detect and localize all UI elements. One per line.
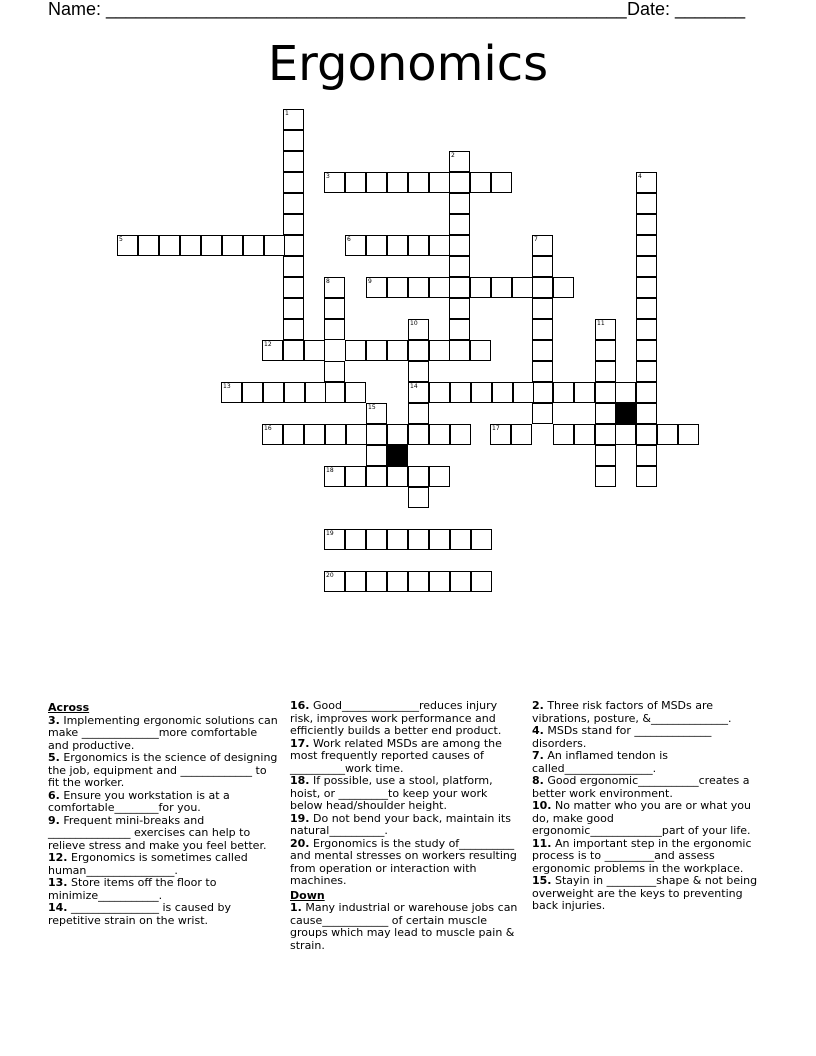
clue-number: 19 bbox=[326, 530, 334, 537]
clue-item bbox=[532, 838, 762, 876]
grid-cell[interactable] bbox=[490, 424, 511, 445]
black-cell bbox=[387, 445, 408, 466]
grid-cell[interactable] bbox=[574, 424, 595, 445]
clue-item bbox=[48, 852, 278, 877]
grid-cell[interactable] bbox=[595, 424, 616, 445]
grid-cell[interactable] bbox=[471, 529, 492, 550]
clue-item bbox=[290, 700, 522, 738]
black-cell bbox=[615, 403, 636, 424]
down-clues-continued bbox=[532, 700, 762, 913]
grid-cell[interactable] bbox=[636, 445, 657, 466]
grid-cell[interactable] bbox=[595, 466, 616, 487]
grid-cell[interactable] bbox=[222, 235, 243, 256]
grid-cell[interactable] bbox=[408, 319, 429, 340]
grid-cell[interactable] bbox=[283, 277, 304, 298]
clue-item-number: 15. bbox=[532, 874, 552, 887]
grid-cell[interactable] bbox=[512, 277, 533, 298]
clue-item bbox=[290, 813, 522, 838]
date-field[interactable]: Date: _______ bbox=[627, 0, 746, 19]
grid-cell[interactable] bbox=[262, 424, 283, 445]
grid-cell[interactable] bbox=[408, 571, 429, 592]
grid-cell[interactable] bbox=[366, 466, 387, 487]
clue-item bbox=[48, 715, 278, 753]
grid-cell[interactable] bbox=[532, 256, 553, 277]
grid-cell[interactable] bbox=[345, 466, 366, 487]
grid-cell[interactable] bbox=[615, 424, 636, 445]
clue-item bbox=[532, 700, 762, 725]
clue-item bbox=[48, 815, 278, 853]
grid-cell[interactable] bbox=[429, 424, 450, 445]
grid-cell[interactable] bbox=[408, 172, 429, 193]
grid-cell[interactable] bbox=[532, 382, 553, 403]
grid-cell[interactable] bbox=[636, 403, 657, 424]
grid-cell[interactable] bbox=[408, 487, 429, 508]
grid-cell[interactable] bbox=[595, 340, 616, 361]
grid-cell[interactable] bbox=[678, 424, 699, 445]
grid-cell[interactable] bbox=[324, 382, 345, 403]
grid-cell[interactable] bbox=[283, 172, 304, 193]
clue-item bbox=[532, 750, 762, 775]
grid-cell[interactable] bbox=[636, 361, 657, 382]
grid-cell[interactable] bbox=[284, 382, 305, 403]
grid-cell[interactable] bbox=[366, 340, 387, 361]
grid-cell[interactable] bbox=[491, 172, 512, 193]
clue-item-text: Store items off the floor to minimize___________. bbox=[48, 876, 217, 902]
grid-cell[interactable] bbox=[449, 298, 470, 319]
grid-cell[interactable] bbox=[449, 340, 470, 361]
clue-item-number: 1. bbox=[290, 901, 302, 914]
clue-item-text: Frequent mini-breaks and _______________ exercises can help to relieve stress and make you feel better. bbox=[48, 813, 267, 852]
clue-number: 4 bbox=[638, 173, 642, 180]
grid-cell[interactable] bbox=[324, 172, 345, 193]
across-clues-list bbox=[48, 715, 278, 928]
clues-column-3 bbox=[532, 700, 762, 913]
grid-cell[interactable] bbox=[408, 340, 429, 361]
grid-cell[interactable] bbox=[262, 340, 283, 361]
grid-cell[interactable] bbox=[429, 529, 450, 550]
grid-cell[interactable] bbox=[366, 445, 387, 466]
clue-item-number: 7. bbox=[532, 749, 544, 762]
clue-item-text: Ergonomics is sometimes called human________________. bbox=[48, 851, 248, 877]
grid-cell[interactable] bbox=[532, 340, 553, 361]
grid-cell[interactable] bbox=[636, 256, 657, 277]
clue-item-text: Many industrial or warehouse jobs can cause____________ of certain muscle groups which may lead to muscle pain & strain. bbox=[290, 901, 518, 952]
grid-cell[interactable] bbox=[180, 235, 201, 256]
grid-cell[interactable] bbox=[345, 340, 366, 361]
grid-cell[interactable] bbox=[429, 466, 450, 487]
clue-item-number: 12. bbox=[48, 851, 68, 864]
grid-cell[interactable] bbox=[324, 466, 345, 487]
grid-cell[interactable] bbox=[387, 571, 408, 592]
clue-item-text: No matter who you are or what you do, make good ergonomic_____________part of your life. bbox=[532, 799, 751, 837]
grid-cell[interactable] bbox=[532, 235, 553, 256]
clue-number: 20 bbox=[326, 572, 334, 579]
grid-cell[interactable] bbox=[221, 382, 242, 403]
grid-cell[interactable] bbox=[636, 298, 657, 319]
clue-number: 17 bbox=[492, 425, 500, 432]
clue-item bbox=[532, 875, 762, 913]
grid-cell[interactable] bbox=[304, 424, 325, 445]
grid-cell[interactable] bbox=[471, 571, 492, 592]
clue-item-text: Good ergonomic___________creates a better work environment. bbox=[532, 774, 750, 800]
clue-item bbox=[290, 902, 522, 952]
grid-cell[interactable] bbox=[513, 382, 534, 403]
grid-cell[interactable] bbox=[408, 361, 429, 382]
clue-item-number: 4. bbox=[532, 724, 544, 737]
clue-item-number: 20. bbox=[290, 836, 310, 850]
grid-cell[interactable] bbox=[511, 424, 532, 445]
grid-cell[interactable] bbox=[345, 571, 366, 592]
grid-cell[interactable] bbox=[324, 361, 345, 382]
grid-cell[interactable] bbox=[450, 382, 471, 403]
grid-cell[interactable] bbox=[553, 424, 574, 445]
grid-cell[interactable] bbox=[408, 277, 429, 298]
clue-item bbox=[290, 738, 522, 776]
name-field[interactable]: Name: ____________________________________________________ bbox=[48, 0, 627, 19]
grid-cell[interactable] bbox=[345, 382, 366, 403]
down-clues-list bbox=[290, 902, 522, 952]
clue-item bbox=[48, 877, 278, 902]
down-heading: Down bbox=[290, 888, 325, 902]
grid-cell[interactable] bbox=[387, 277, 408, 298]
clue-item-text: Ensure you workstation is at a comfortable________for you. bbox=[48, 788, 230, 814]
grid-cell[interactable] bbox=[532, 277, 553, 298]
grid-cell[interactable] bbox=[595, 382, 616, 403]
grid-cell[interactable] bbox=[325, 424, 346, 445]
clue-item bbox=[48, 902, 278, 927]
grid-cell[interactable] bbox=[595, 403, 616, 424]
grid-cell[interactable] bbox=[283, 151, 304, 172]
clue-number: 11 bbox=[597, 320, 605, 327]
grid-cell[interactable] bbox=[408, 382, 429, 403]
grid-cell[interactable] bbox=[449, 277, 470, 298]
clue-item-text: Ergonomics is the science of designing the job, equipment and _____________ to fit the worker. bbox=[48, 751, 278, 789]
grid-cell[interactable] bbox=[283, 109, 304, 130]
clue-number: 15 bbox=[368, 404, 376, 411]
clue-number: 5 bbox=[119, 236, 123, 243]
grid-cell[interactable] bbox=[345, 172, 366, 193]
clue-item-text: Work related MSDs are among the most frequently reported causes of __________work time. bbox=[290, 736, 502, 775]
clue-item bbox=[532, 800, 762, 838]
grid-cell[interactable] bbox=[636, 172, 657, 193]
grid-cell[interactable] bbox=[636, 340, 657, 361]
grid-cell[interactable] bbox=[264, 235, 285, 256]
grid-cell[interactable] bbox=[324, 298, 345, 319]
grid-cell[interactable] bbox=[636, 382, 657, 403]
clues-column-2 bbox=[290, 700, 522, 952]
grid-cell[interactable] bbox=[408, 529, 429, 550]
grid-cell[interactable] bbox=[595, 445, 616, 466]
grid-cell[interactable] bbox=[366, 529, 387, 550]
grid-cell[interactable] bbox=[450, 424, 471, 445]
grid-cell[interactable] bbox=[449, 193, 470, 214]
clue-item-text: Three risk factors of MSDs are vibrations, posture, &______________. bbox=[532, 699, 732, 725]
grid-cell[interactable] bbox=[471, 382, 492, 403]
grid-cell[interactable] bbox=[657, 424, 678, 445]
clue-number: 2 bbox=[451, 152, 455, 159]
clue-number: 7 bbox=[534, 236, 538, 243]
clue-item-text: Implementing ergonomic solutions can make ______________more comfortable and productive. bbox=[48, 713, 278, 752]
grid-cell[interactable] bbox=[636, 235, 657, 256]
grid-cell[interactable] bbox=[138, 235, 159, 256]
grid-cell[interactable] bbox=[532, 319, 553, 340]
grid-cell[interactable] bbox=[636, 277, 657, 298]
grid-cell[interactable] bbox=[366, 172, 387, 193]
grid-cell[interactable] bbox=[532, 361, 553, 382]
grid-cell[interactable] bbox=[470, 172, 491, 193]
grid-cell[interactable] bbox=[408, 235, 429, 256]
grid-cell[interactable] bbox=[636, 193, 657, 214]
clue-item bbox=[48, 752, 278, 790]
grid-cell[interactable] bbox=[201, 235, 222, 256]
clue-number: 6 bbox=[347, 236, 351, 243]
grid-cell[interactable] bbox=[263, 382, 284, 403]
grid-cell[interactable] bbox=[429, 382, 450, 403]
clue-item-number: 14. bbox=[48, 901, 68, 914]
clue-number: 8 bbox=[326, 278, 330, 285]
grid-cell[interactable] bbox=[346, 424, 367, 445]
grid-cell[interactable] bbox=[283, 298, 304, 319]
grid-cell[interactable] bbox=[408, 466, 429, 487]
clue-item-text: Good______________reduces injury risk, improves work performance and efficiently builds a better end product. bbox=[290, 699, 502, 737]
grid-cell[interactable] bbox=[429, 571, 450, 592]
clue-item-number: 3. bbox=[48, 713, 60, 727]
grid-cell[interactable] bbox=[387, 529, 408, 550]
grid-cell[interactable] bbox=[283, 214, 304, 235]
grid-cell[interactable] bbox=[429, 235, 450, 256]
grid-cell[interactable] bbox=[243, 235, 264, 256]
grid-cell[interactable] bbox=[532, 403, 553, 424]
clue-item-text: An inflamed tendon is called________________. bbox=[532, 749, 669, 775]
grid-cell[interactable] bbox=[636, 214, 657, 235]
clue-item-number: 13. bbox=[48, 876, 68, 889]
clue-item-text: MSDs stand for ______________ disorders. bbox=[532, 724, 712, 750]
grid-cell[interactable] bbox=[595, 361, 616, 382]
grid-cell[interactable] bbox=[574, 382, 595, 403]
clue-number: 12 bbox=[264, 341, 272, 348]
clue-item bbox=[48, 790, 278, 815]
clue-item-text: Stayin in _________shape & not being overweight are the keys to preventing back injuries. bbox=[532, 874, 758, 912]
across-clues-continued bbox=[290, 700, 522, 888]
clue-number: 18 bbox=[326, 467, 334, 474]
grid-cell[interactable] bbox=[117, 235, 138, 256]
grid-cell[interactable] bbox=[636, 319, 657, 340]
clue-item-number: 9. bbox=[48, 813, 60, 827]
grid-cell[interactable] bbox=[305, 382, 326, 403]
grid-cell[interactable] bbox=[449, 235, 470, 256]
grid-cell[interactable] bbox=[553, 277, 574, 298]
grid-cell[interactable] bbox=[553, 382, 574, 403]
clue-item-text: Do not bend your back, maintain its natural__________. bbox=[290, 811, 511, 837]
grid-cell[interactable] bbox=[636, 424, 657, 445]
grid-cell[interactable] bbox=[387, 424, 408, 445]
clue-item-number: 5. bbox=[48, 751, 60, 764]
grid-cell[interactable] bbox=[595, 319, 616, 340]
grid-cell[interactable] bbox=[429, 277, 450, 298]
grid-cell[interactable] bbox=[636, 466, 657, 487]
clue-item-number: 16. bbox=[290, 699, 310, 712]
grid-cell[interactable] bbox=[491, 277, 512, 298]
clue-item bbox=[290, 775, 522, 813]
grid-cell[interactable] bbox=[283, 340, 304, 361]
grid-cell[interactable] bbox=[387, 340, 408, 361]
grid-cell[interactable] bbox=[366, 277, 387, 298]
page-title: Ergonomics bbox=[267, 36, 549, 92]
grid-cell[interactable] bbox=[532, 298, 553, 319]
grid-cell[interactable] bbox=[283, 130, 304, 151]
grid-cell[interactable] bbox=[304, 340, 325, 361]
grid-cell[interactable] bbox=[408, 403, 429, 424]
clue-item-text: If possible, use a stool, platform, hoist, or _________to keep your work below head/shoulder height. bbox=[290, 774, 493, 812]
grid-cell[interactable] bbox=[408, 424, 429, 445]
grid-cell[interactable] bbox=[283, 193, 304, 214]
across-heading: Across bbox=[48, 701, 90, 714]
clue-item-number: 10. bbox=[532, 799, 552, 812]
grid-cell[interactable] bbox=[470, 277, 491, 298]
grid-cell[interactable] bbox=[324, 319, 345, 340]
grid-cell[interactable] bbox=[345, 529, 366, 550]
grid-cell[interactable] bbox=[283, 319, 304, 340]
grid-cell[interactable] bbox=[449, 319, 470, 340]
clue-item-text: An important step in the ergonomic process is to _________and assess ergonomic problems in the workplace. bbox=[532, 836, 752, 875]
grid-cell[interactable] bbox=[449, 214, 470, 235]
clue-item-number: 2. bbox=[532, 699, 544, 712]
grid-cell[interactable] bbox=[449, 172, 470, 193]
clue-item-number: 18. bbox=[290, 774, 310, 787]
clue-number: 10 bbox=[410, 320, 418, 327]
grid-cell[interactable] bbox=[283, 424, 304, 445]
clue-number: 13 bbox=[223, 383, 231, 390]
clue-item bbox=[532, 775, 762, 800]
clue-number: 3 bbox=[326, 173, 330, 180]
grid-cell[interactable] bbox=[366, 571, 387, 592]
grid-cell[interactable] bbox=[387, 466, 408, 487]
clue-item-text: Ergonomics is the study of__________ and mental stresses on workers resulting from operation or interaction with machines. bbox=[290, 836, 517, 887]
clue-number: 16 bbox=[264, 425, 272, 432]
clue-item-number: 8. bbox=[532, 774, 544, 787]
grid-cell[interactable] bbox=[283, 256, 304, 277]
clue-item bbox=[290, 838, 522, 888]
grid-cell[interactable] bbox=[387, 235, 408, 256]
clue-item-number: 6. bbox=[48, 788, 60, 802]
grid-cell[interactable] bbox=[366, 424, 387, 445]
grid-cell[interactable] bbox=[450, 529, 471, 550]
grid-cell[interactable] bbox=[345, 235, 366, 256]
grid-cell[interactable] bbox=[387, 172, 408, 193]
clue-item-text: ________________ is caused by repetitive strain on the wrist. bbox=[48, 901, 232, 927]
clues-column-1 bbox=[48, 700, 278, 927]
clue-number: 1 bbox=[285, 110, 289, 117]
grid-cell[interactable] bbox=[242, 382, 263, 403]
grid-cell[interactable] bbox=[159, 235, 180, 256]
grid-cell[interactable] bbox=[324, 277, 345, 298]
clue-item-number: 19. bbox=[290, 811, 310, 825]
grid-cell[interactable] bbox=[366, 403, 387, 424]
grid-cell[interactable] bbox=[324, 529, 345, 550]
grid-cell[interactable] bbox=[449, 151, 470, 172]
grid-cell[interactable] bbox=[492, 382, 513, 403]
grid-cell[interactable] bbox=[449, 256, 470, 277]
grid-cell[interactable] bbox=[429, 172, 450, 193]
clue-number: 9 bbox=[368, 278, 372, 285]
clue-number: 14 bbox=[410, 383, 418, 390]
clue-item-number: 17. bbox=[290, 736, 310, 750]
grid-cell[interactable] bbox=[470, 340, 491, 361]
grid-cell[interactable] bbox=[450, 571, 471, 592]
grid-cell[interactable] bbox=[366, 235, 387, 256]
grid-cell[interactable] bbox=[324, 571, 345, 592]
grid-cell[interactable] bbox=[615, 382, 636, 403]
clue-item bbox=[532, 725, 762, 750]
grid-cell[interactable] bbox=[283, 235, 304, 256]
clue-item-number: 11. bbox=[532, 836, 552, 850]
grid-cell[interactable] bbox=[429, 340, 450, 361]
